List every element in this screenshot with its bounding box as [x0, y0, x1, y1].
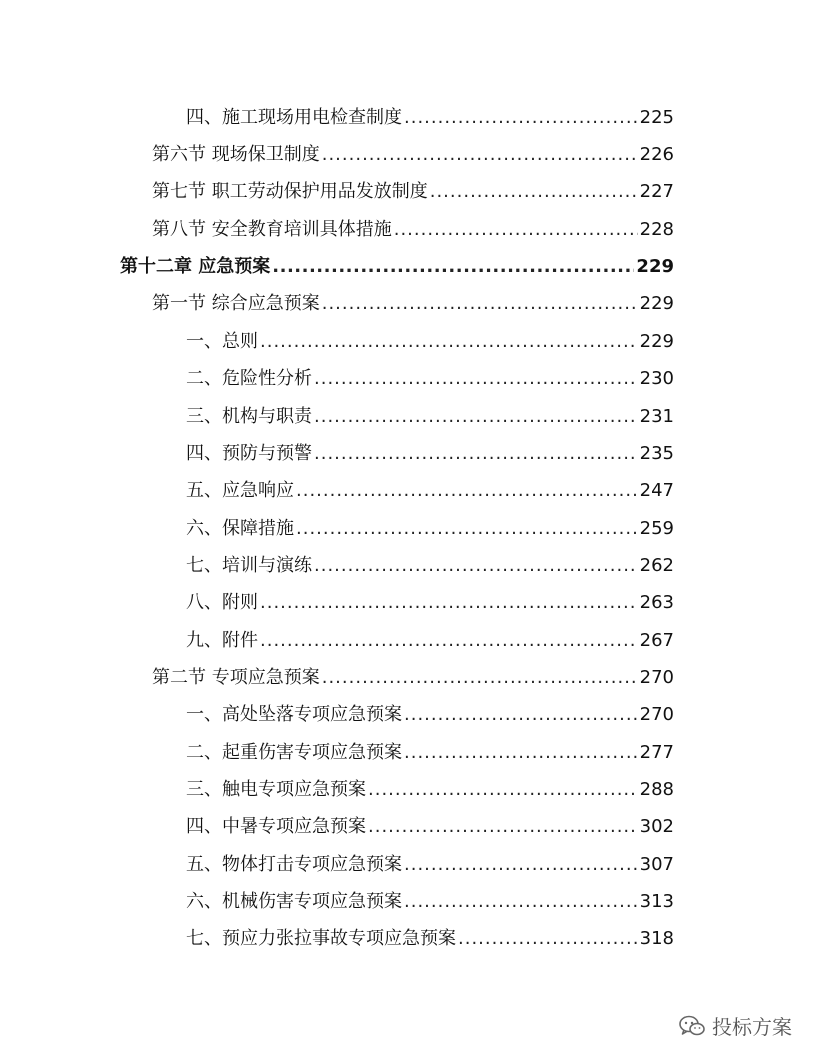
toc-entry-page: 231	[639, 406, 674, 427]
dot-leader	[368, 776, 638, 804]
toc-entry[interactable]	[152, 216, 674, 244]
toc-entry-page: 313	[639, 891, 674, 912]
toc-entry-page: 277	[639, 742, 674, 763]
toc-entry-title: 一、总则	[186, 331, 258, 352]
toc-entry[interactable]	[186, 328, 674, 356]
toc-entry[interactable]	[186, 589, 674, 617]
toc-entry[interactable]	[152, 141, 674, 169]
toc-entry-page: 229	[639, 331, 674, 352]
toc-entry-page: 259	[639, 518, 674, 539]
dot-leader	[322, 290, 638, 318]
toc-entry-title: 第一节 综合应急预案	[152, 293, 320, 314]
toc-entry-title: 九、附件	[186, 630, 258, 651]
wechat-icon	[678, 1014, 706, 1038]
toc-entry-page: 270	[639, 667, 674, 688]
toc-entry-page: 225	[639, 107, 674, 128]
toc-entry[interactable]	[152, 178, 674, 206]
toc-entry-title: 七、预应力张拉事故专项应急预案	[186, 928, 456, 949]
dot-leader	[260, 589, 638, 617]
dot-leader	[404, 851, 638, 879]
toc-entry-page: 307	[639, 854, 674, 875]
toc-entry-title: 四、中暑专项应急预案	[186, 816, 366, 837]
toc-entry-page: 235	[639, 443, 674, 464]
toc-entry[interactable]	[186, 104, 674, 132]
toc-entry-page: 229	[636, 256, 674, 277]
toc-entry-page: 270	[639, 704, 674, 725]
dot-leader	[314, 440, 638, 468]
dot-leader	[296, 477, 638, 505]
toc-entry-title: 四、预防与预警	[186, 443, 312, 464]
toc-entry[interactable]	[186, 515, 674, 543]
dot-leader	[404, 701, 638, 729]
toc-entry-page: 228	[639, 219, 674, 240]
toc-entry-title: 五、应急响应	[186, 480, 294, 501]
toc-entry-page: 262	[639, 555, 674, 576]
dot-leader	[296, 515, 638, 543]
toc-entry[interactable]	[152, 290, 674, 318]
toc-entry-title: 三、机构与职责	[186, 406, 312, 427]
dot-leader	[314, 552, 638, 580]
dot-leader	[404, 739, 638, 767]
toc-entry[interactable]	[186, 813, 674, 841]
toc-entry-page: 230	[639, 368, 674, 389]
dot-leader	[368, 813, 638, 841]
toc-entry[interactable]	[186, 851, 674, 879]
dot-leader	[394, 216, 638, 244]
toc-entry-page: 227	[639, 181, 674, 202]
watermark-text: 投标方案	[712, 1015, 792, 1039]
dot-leader	[430, 178, 638, 206]
toc-entry-title: 二、危险性分析	[186, 368, 312, 389]
toc-entry-page: 229	[639, 293, 674, 314]
toc-entry-page: 302	[639, 816, 674, 837]
toc-entry[interactable]	[186, 701, 674, 729]
toc-entry[interactable]	[186, 925, 674, 953]
toc-entry[interactable]	[186, 776, 674, 804]
toc-entry[interactable]	[186, 627, 674, 655]
toc-entry-chapter[interactable]	[120, 253, 674, 281]
toc-entry-title: 五、物体打击专项应急预案	[186, 854, 402, 875]
toc-entry-page: 247	[639, 480, 674, 501]
dot-leader	[458, 925, 638, 953]
toc-entry-title: 第十二章 应急预案	[120, 256, 271, 277]
toc-entry-title: 六、机械伤害专项应急预案	[186, 891, 402, 912]
dot-leader	[272, 253, 634, 281]
toc-entry[interactable]	[186, 888, 674, 916]
toc-entry-page: 267	[639, 630, 674, 651]
toc-entry[interactable]	[186, 477, 674, 505]
toc-entry-title: 六、保障措施	[186, 518, 294, 539]
toc-entry-title: 七、培训与演练	[186, 555, 312, 576]
dot-leader	[322, 664, 638, 692]
toc-entry-title: 八、附则	[186, 592, 258, 613]
toc-entry[interactable]	[186, 552, 674, 580]
toc-entry-page: 263	[639, 592, 674, 613]
dot-leader	[322, 141, 638, 169]
dot-leader	[404, 888, 638, 916]
dot-leader	[314, 365, 638, 393]
dot-leader	[404, 104, 638, 132]
toc-entry-title: 二、起重伤害专项应急预案	[186, 742, 402, 763]
watermark	[678, 1011, 792, 1040]
toc-entry-title: 一、高处坠落专项应急预案	[186, 704, 402, 725]
toc-entry[interactable]	[152, 664, 674, 692]
toc-entry-title: 四、施工现场用电检查制度	[186, 107, 402, 128]
toc-entry-title: 第八节 安全教育培训具体措施	[152, 219, 392, 240]
dot-leader	[314, 403, 638, 431]
toc-entry-title: 第七节 职工劳动保护用品发放制度	[152, 181, 428, 202]
toc-entry[interactable]	[186, 365, 674, 393]
toc-entry-page: 288	[639, 779, 674, 800]
toc-entry-title: 三、触电专项应急预案	[186, 779, 366, 800]
toc-entry[interactable]	[186, 403, 674, 431]
dot-leader	[260, 328, 638, 356]
toc-entry[interactable]	[186, 440, 674, 468]
toc-entry-title: 第六节 现场保卫制度	[152, 144, 320, 165]
toc-entry-title: 第二节 专项应急预案	[152, 667, 320, 688]
toc-entry-page: 226	[639, 144, 674, 165]
toc-entry[interactable]	[186, 739, 674, 767]
toc-entry-page: 318	[639, 928, 674, 949]
dot-leader	[260, 627, 638, 655]
